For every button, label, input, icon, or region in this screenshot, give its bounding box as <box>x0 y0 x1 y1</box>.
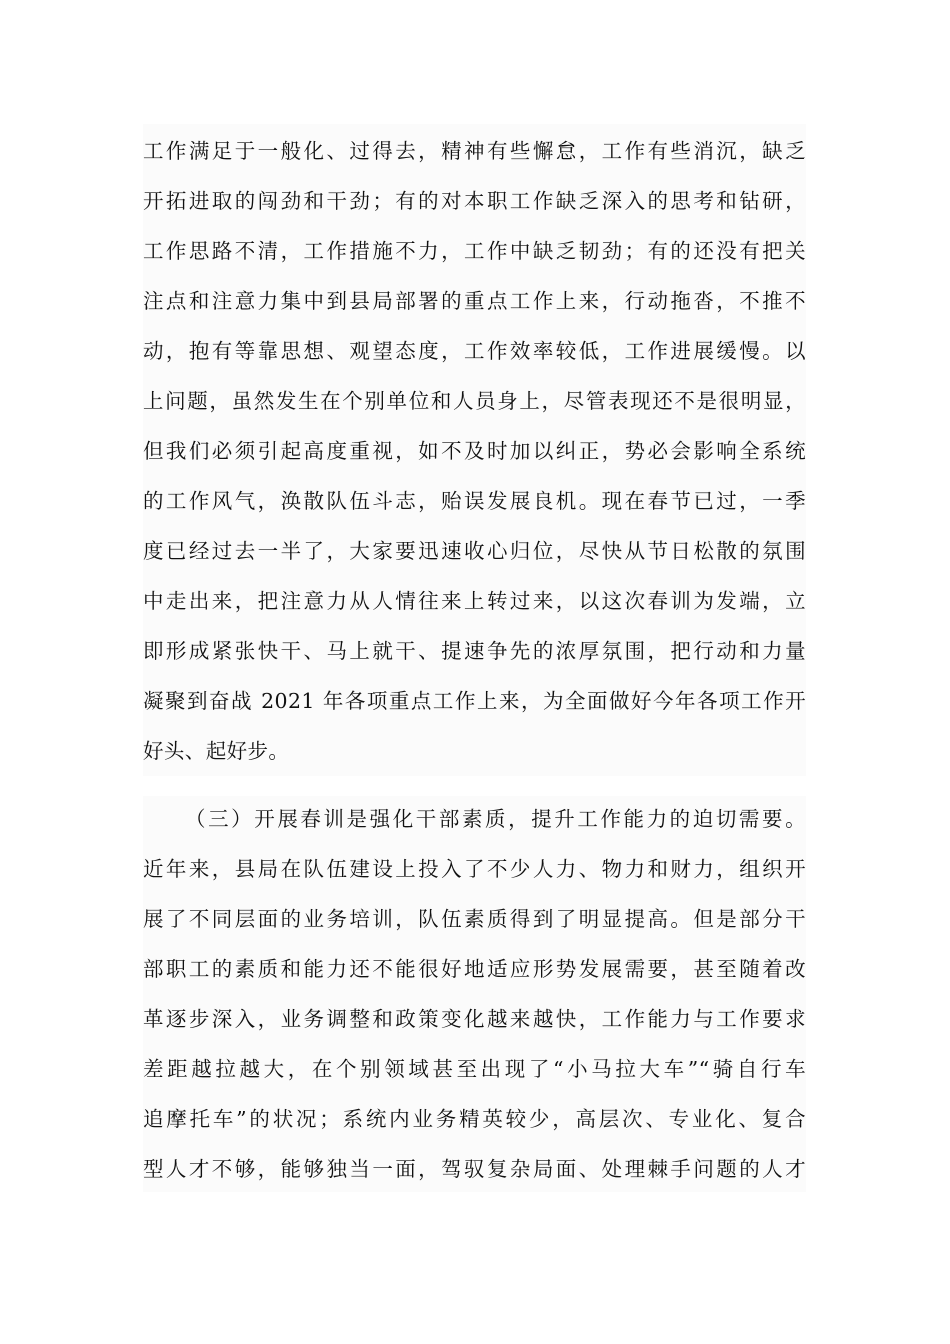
text-line: 部职工的素质和能力还不能很好地适应形势发展需要，甚至随着改 <box>143 957 806 981</box>
text-line: 追摩托车”的状况；系统内业务精英较少，高层次、专业化、复合 <box>143 1107 806 1131</box>
text-line: 上问题，虽然发生在个别单位和人员身上，尽管表现还不是很明显， <box>143 389 806 413</box>
text-line: 近年来，县局在队伍建设上投入了不少人力、物力和财力，组织开 <box>143 857 806 881</box>
text-line: 开拓进取的闯劲和干劲；有的对本职工作缺乏深入的思考和钻研， <box>143 189 806 213</box>
text-line: 动，抱有等靠思想、观望态度，工作效率较低，工作进展缓慢。以 <box>143 339 806 363</box>
section-heading-line: （三）开展春训是强化干部素质，提升工作能力的迫切需要。 <box>185 807 806 831</box>
text-line: 展了不同层面的业务培训，队伍素质得到了明显提高。但是部分干 <box>143 907 806 931</box>
text-line: 工作满足于一般化、过得去，精神有些懈怠，工作有些消沉，缺乏 <box>143 139 806 163</box>
text-line: 中走出来，把注意力从人情往来上转过来，以这次春训为发端，立 <box>143 589 806 613</box>
text-line: 度已经过去一半了，大家要迅速收心归位，尽快从节日松散的氛围 <box>143 539 806 563</box>
text-line: 差距越拉越大，在个别领域甚至出现了“小马拉大车”“骑自行车 <box>143 1057 806 1081</box>
text-line: 好头、起好步。 <box>143 739 290 763</box>
text-line: 工作思路不清，工作措施不力，工作中缺乏韧劲；有的还没有把关 <box>143 239 806 263</box>
text-line: 凝聚到奋战 2021 年各项重点工作上来，为全面做好今年各项工作开 <box>143 689 806 713</box>
text-line: 型人才不够，能够独当一面，驾驭复杂局面、处理棘手问题的人才 <box>143 1157 806 1181</box>
text-line: 革逐步深入，业务调整和政策变化越来越快，工作能力与工作要求 <box>143 1007 806 1031</box>
text-line: 即形成紧张快干、马上就干、提速争先的浓厚氛围，把行动和力量 <box>143 639 806 663</box>
text-line: 注点和注意力集中到县局部署的重点工作上来，行动拖沓，不推不 <box>143 289 806 313</box>
paragraph-work-style <box>143 124 806 776</box>
text-line: 但我们必须引起高度重视，如不及时加以纠正，势必会影响全系统 <box>143 439 806 463</box>
paragraph-section-three <box>143 796 806 1192</box>
text-line: 的工作风气，涣散队伍斗志，贻误发展良机。现在春节已过，一季 <box>143 489 806 513</box>
